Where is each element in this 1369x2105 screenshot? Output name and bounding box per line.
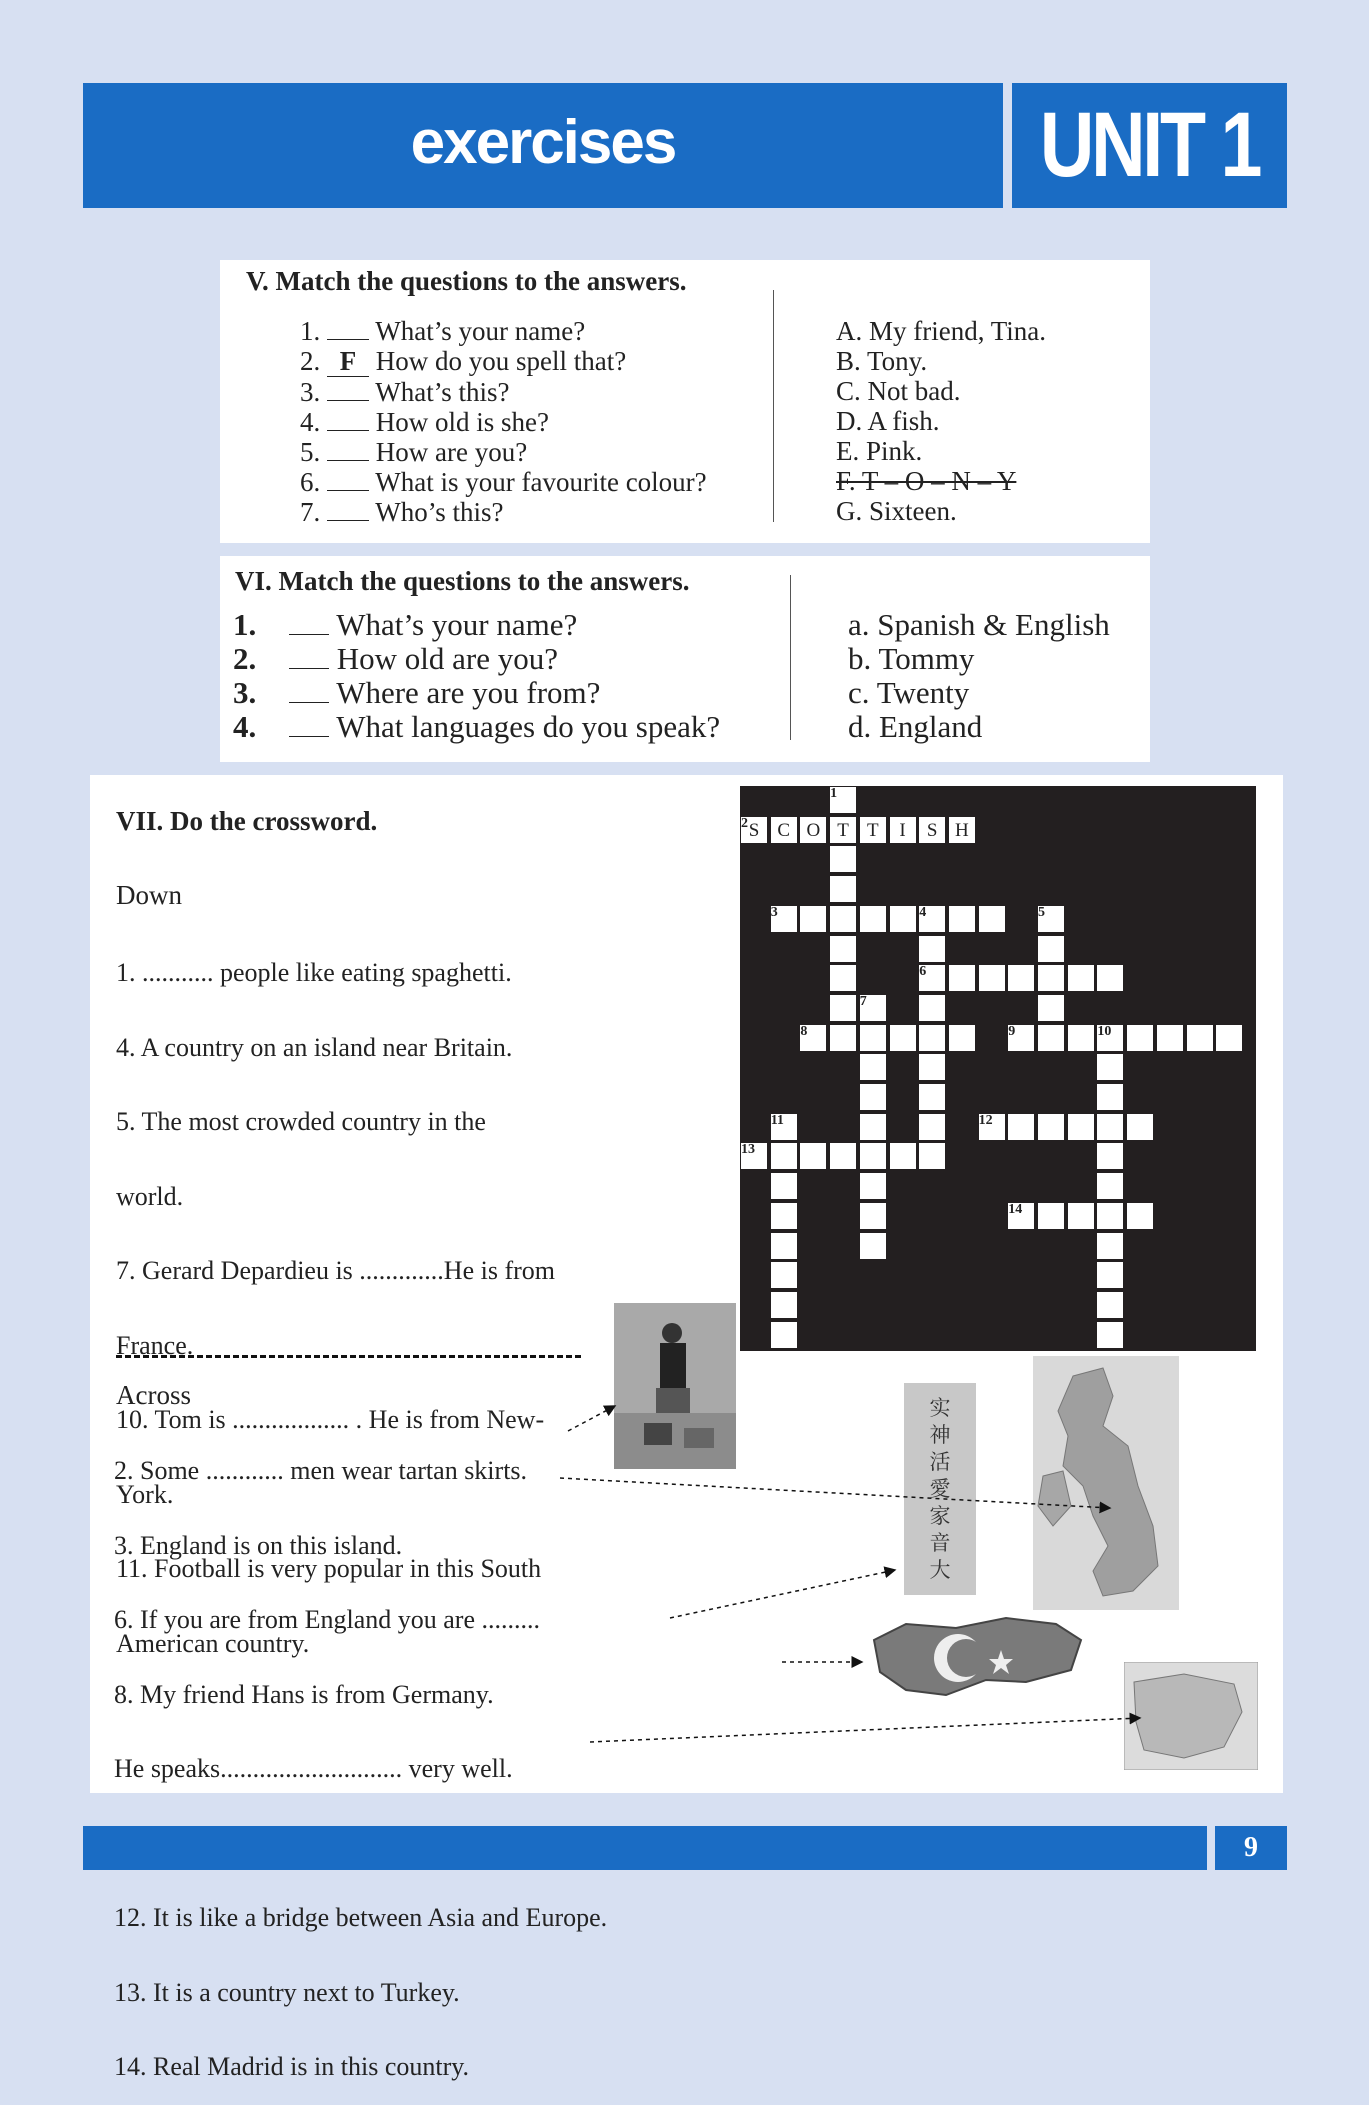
clue: world. (116, 1181, 184, 1211)
clue: York. (116, 1479, 174, 1509)
clue: France. (116, 1330, 194, 1360)
section-vi-heading: VI. Match the questions to the answers. (235, 566, 690, 596)
question-row: 1. What’s your name? (300, 316, 586, 346)
crossword-number: 11 (770, 1112, 784, 1128)
clue: 1. ........... people like eating spaghetti. (116, 958, 512, 987)
crossword-number: 7 (859, 993, 867, 1009)
crossword-cell[interactable]: I (889, 816, 917, 844)
scroll-character: 大 (929, 1558, 951, 1582)
scroll-character: 愛 (929, 1477, 951, 1501)
clue: 10. Tom is .................. . He is from New- (116, 1405, 545, 1434)
clue: 2. Some ............ men wear tartan skirts. (114, 1456, 528, 1485)
crossword-number: 1 (830, 786, 838, 801)
crossword-number: 10 (1097, 1023, 1112, 1039)
clue: 13. It is a country next to Turkey. (114, 1977, 460, 2007)
answer-option: d. England (848, 709, 983, 744)
clue: 4. A country on an island near Britain. (116, 1032, 513, 1062)
clue: 7. Gerard Depardieu is .............He is from (116, 1256, 555, 1285)
question-row: 5. How are you? (300, 437, 528, 467)
clue: 5. The most crowded country in the (116, 1107, 486, 1136)
crossword-number: 8 (800, 1023, 808, 1039)
crossword-cell[interactable]: S (918, 816, 946, 844)
page-number: 9 (1215, 1826, 1287, 1870)
answer-option: C. Not bad. (836, 376, 961, 406)
crossword-cell[interactable]: O (799, 816, 827, 844)
answer-option: G. Sixteen. (836, 496, 957, 526)
crossword-cell[interactable]: H (948, 816, 976, 844)
crossword-number: 14 (1008, 1201, 1023, 1217)
crossword-number: 2 (741, 815, 748, 831)
question-row: 3. What’s this? (300, 377, 510, 407)
crossword-cell[interactable]: T (859, 816, 887, 844)
answer-option: E. Pink. (836, 436, 923, 466)
clue: 6. If you are from England you are ......... (114, 1605, 540, 1634)
question-row: 7. Who’s this? (300, 497, 504, 527)
scroll-character: 神 (929, 1423, 951, 1447)
answer-option: c. Twenty (848, 675, 970, 710)
across-label: Across (116, 1380, 191, 1410)
crossword-number: 12 (978, 1112, 993, 1128)
clue: American country. (116, 1628, 310, 1658)
question-row: 4. How old is she? (300, 407, 549, 437)
answer-option: b. Tommy (848, 641, 975, 676)
crossword-number: 3 (770, 904, 778, 920)
clue: 8. My friend Hans is from Germany. (114, 1679, 494, 1709)
answer-option: A. My friend, Tina. (836, 316, 1047, 346)
footer-bar (83, 1826, 1207, 1870)
scroll-character: 实 (929, 1396, 951, 1420)
crossword-number: 4 (919, 904, 927, 920)
crossword-number: 13 (741, 1142, 755, 1158)
answer-option: B. Tony. (836, 346, 928, 376)
question-row: 4. What languages do you speak? (233, 709, 721, 744)
question-row: 3. Where are you from? (233, 675, 601, 710)
down-label: Down (116, 880, 182, 910)
question-row: 6. What is your favourite colour? (300, 467, 707, 497)
question-row: 2. How old are you? (233, 641, 558, 676)
answer-option-crossed: F. T – O – N – Y (836, 466, 1017, 496)
question-row: 1. What’s your name? (233, 607, 578, 642)
page-title: exercises (410, 108, 676, 177)
crossword-cell[interactable]: T (829, 816, 857, 844)
crossword-number: 9 (1008, 1023, 1016, 1039)
crossword-number: 6 (919, 964, 927, 980)
crossword-cell[interactable]: S (740, 816, 768, 844)
answer-blank-filled[interactable]: F (327, 346, 369, 377)
question-row: 2. F How do you spell that? (300, 346, 627, 376)
clue: 11. Football is very popular in this South (116, 1554, 542, 1583)
section-vii-heading: VII. Do the crossword. (116, 806, 378, 836)
crossword-cell[interactable]: C (770, 816, 798, 844)
scroll-character: 活 (929, 1450, 951, 1474)
scroll-character: 音 (929, 1531, 951, 1555)
scroll-character: 家 (929, 1504, 951, 1528)
clue: 12. It is like a bridge between Asia and Europe. (114, 1903, 608, 1932)
section-v-heading: V. Match the questions to the answers. (246, 266, 687, 296)
clue: 14. Real Madrid is in this country. (114, 2052, 470, 2081)
answer-option: a. Spanish & English (848, 607, 1110, 642)
answer-option: D. A fish. (836, 406, 940, 436)
clue: 3. England is on this island. (114, 1530, 403, 1560)
crossword-number: 5 (1038, 904, 1045, 920)
clue: He speaks............................ very well. (114, 1754, 513, 1783)
unit-label: UNIT 1 (1039, 94, 1260, 196)
